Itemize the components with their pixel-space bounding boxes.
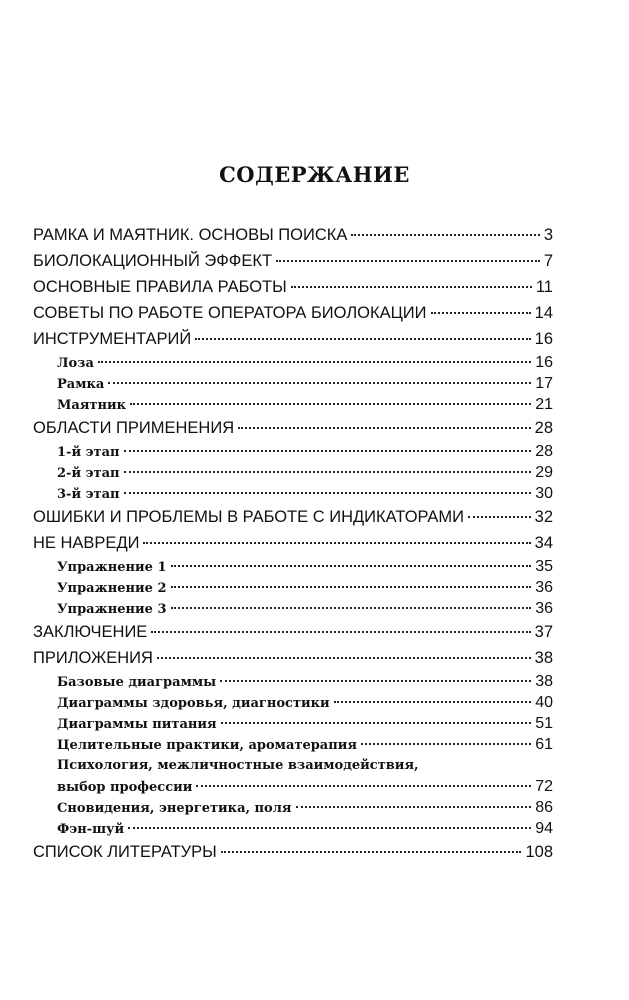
toc-page-number: 36 <box>535 579 553 596</box>
toc-entry-title: Целительные практики, ароматерапия <box>57 738 357 753</box>
toc-entry <box>33 300 553 326</box>
toc-page-number: 94 <box>535 820 553 837</box>
toc-subentry <box>33 394 553 415</box>
dot-leader <box>151 631 530 633</box>
toc-subentry <box>33 483 553 504</box>
toc-entry <box>33 645 553 671</box>
toc-subentry <box>33 797 553 818</box>
toc-page-number: 72 <box>535 778 553 795</box>
toc-page-number: 7 <box>543 252 553 270</box>
toc-page-number: 40 <box>535 694 553 711</box>
toc-subentry <box>33 776 553 797</box>
dot-leader <box>157 657 531 659</box>
toc-subentry <box>33 598 553 619</box>
toc-entry-title: НЕ НАВРЕДИ <box>33 534 140 552</box>
toc-entry-title: 3-й этап <box>57 487 120 502</box>
toc-entry-title: БИОЛОКАЦИОННЫЙ ЭФФЕКТ <box>33 252 273 270</box>
toc-page-number: 108 <box>525 843 553 861</box>
toc-subentry <box>33 734 553 755</box>
dot-leader <box>130 403 531 405</box>
toc-page-number: 35 <box>535 558 553 575</box>
toc-subentry <box>33 671 553 692</box>
toc-subentry <box>33 462 553 483</box>
toc-entry-title: Рамка <box>57 377 105 392</box>
toc-entry <box>33 222 553 248</box>
toc-entry-title: ПРИЛОЖЕНИЯ <box>33 649 153 667</box>
toc-entry-title: Маятник <box>57 398 127 413</box>
toc-entry-title: Фэн-шуй <box>57 822 125 837</box>
toc-page-number: 11 <box>535 278 553 296</box>
toc-entry-title: Упражнение 2 <box>57 581 167 596</box>
toc-subentry <box>33 556 553 577</box>
toc-subentry <box>33 713 553 734</box>
toc-page-number: 3 <box>543 226 553 244</box>
dot-leader <box>334 701 532 703</box>
dot-leader <box>238 427 531 429</box>
dot-leader <box>124 492 532 494</box>
toc-page-number: 17 <box>535 375 553 392</box>
toc-page-number: 16 <box>534 330 553 348</box>
dot-leader <box>98 361 531 363</box>
toc-subentry <box>33 755 553 776</box>
toc-entry-title: РАМКА И МАЯТНИК. ОСНОВЫ ПОИСКА <box>33 226 348 244</box>
toc-page-number: 16 <box>535 354 553 371</box>
toc-page-number: 51 <box>535 715 553 732</box>
toc-subentry <box>33 818 553 839</box>
toc-page-number: 34 <box>534 534 553 552</box>
dot-leader <box>296 806 532 808</box>
page-title: СОДЕРЖАНИЕ <box>219 162 410 187</box>
toc-page-number: 37 <box>534 623 553 641</box>
toc-entry-title: Базовые диаграммы <box>57 675 217 690</box>
toc-page-number: 38 <box>534 649 553 667</box>
dot-leader <box>221 851 522 853</box>
toc-entry-title: ОСНОВНЫЕ ПРАВИЛА РАБОТЫ <box>33 278 287 296</box>
toc-subentry <box>33 692 553 713</box>
toc-subentry <box>33 373 553 394</box>
toc-entry <box>33 530 553 556</box>
toc-entry-title: СОВЕТЫ ПО РАБОТЕ ОПЕРАТОРА БИОЛОКАЦИИ <box>33 304 427 322</box>
toc-entry-title: Упражнение 3 <box>57 602 167 617</box>
toc-entry-title: Сновидения, энергетика, поля <box>57 801 292 816</box>
dot-leader <box>361 743 531 745</box>
toc-page-number: 38 <box>535 673 553 690</box>
toc-page-number: 61 <box>535 736 553 753</box>
dot-leader <box>351 234 539 236</box>
toc-page-number: 32 <box>534 508 553 526</box>
dot-leader <box>143 542 530 544</box>
toc-page-number: 86 <box>535 799 553 816</box>
toc-entry <box>33 504 553 530</box>
dot-leader <box>124 450 532 452</box>
dot-leader <box>124 471 532 473</box>
dot-leader <box>171 565 532 567</box>
dot-leader <box>108 382 531 384</box>
toc-entry <box>33 248 553 274</box>
dot-leader <box>291 286 532 288</box>
dot-leader <box>276 260 540 262</box>
toc-entry-title: Диаграммы здоровья, диагностики <box>57 696 330 711</box>
toc-entry <box>33 326 553 352</box>
toc-entry-title: Диаграммы питания <box>57 717 217 732</box>
toc-subentry <box>33 441 553 462</box>
toc-entry-title: ОБЛАСТИ ПРИМЕНЕНИЯ <box>33 419 235 437</box>
toc-entry-title: Упражнение 1 <box>57 560 167 575</box>
table-of-contents <box>33 222 553 865</box>
toc-entry <box>33 839 553 865</box>
toc-entry <box>33 274 553 300</box>
toc-entry-title: 2-й этап <box>57 466 120 481</box>
dot-leader <box>221 722 532 724</box>
toc-entry-title: Лоза <box>57 356 94 371</box>
toc-entry-title: ИНСТРУМЕНТАРИЙ <box>33 330 192 348</box>
dot-leader <box>196 785 531 787</box>
dot-leader <box>171 607 532 609</box>
toc-entry-title: 1-й этап <box>57 445 120 460</box>
toc-page-number: 36 <box>535 600 553 617</box>
toc-entry <box>33 415 553 441</box>
dot-leader <box>220 680 531 682</box>
toc-entry-title: ЗАКЛЮЧЕНИЕ <box>33 623 148 641</box>
toc-entry-title: ОШИБКИ И ПРОБЛЕМЫ В РАБОТЕ С ИНДИКАТОРАМИ <box>33 508 465 526</box>
toc-entry-title: СПИСОК ЛИТЕРАТУРЫ <box>33 843 217 861</box>
toc-subentry <box>33 577 553 598</box>
dot-leader <box>171 586 532 588</box>
toc-subentry <box>33 352 553 373</box>
toc-page-number: 28 <box>534 419 553 437</box>
dot-leader <box>195 338 530 340</box>
toc-page-number: 28 <box>535 443 553 460</box>
toc-page-number: 14 <box>534 304 553 322</box>
toc-entry <box>33 619 553 645</box>
toc-entry-title: выбор профессии <box>57 780 193 795</box>
toc-page-number: 30 <box>535 485 553 502</box>
toc-entry-title: Психология, межличностные взаимодействия, <box>57 758 419 773</box>
dot-leader <box>431 312 531 314</box>
dot-leader <box>468 516 531 518</box>
dot-leader <box>128 827 531 829</box>
toc-page-number: 21 <box>535 396 553 413</box>
toc-page-number: 29 <box>535 464 553 481</box>
